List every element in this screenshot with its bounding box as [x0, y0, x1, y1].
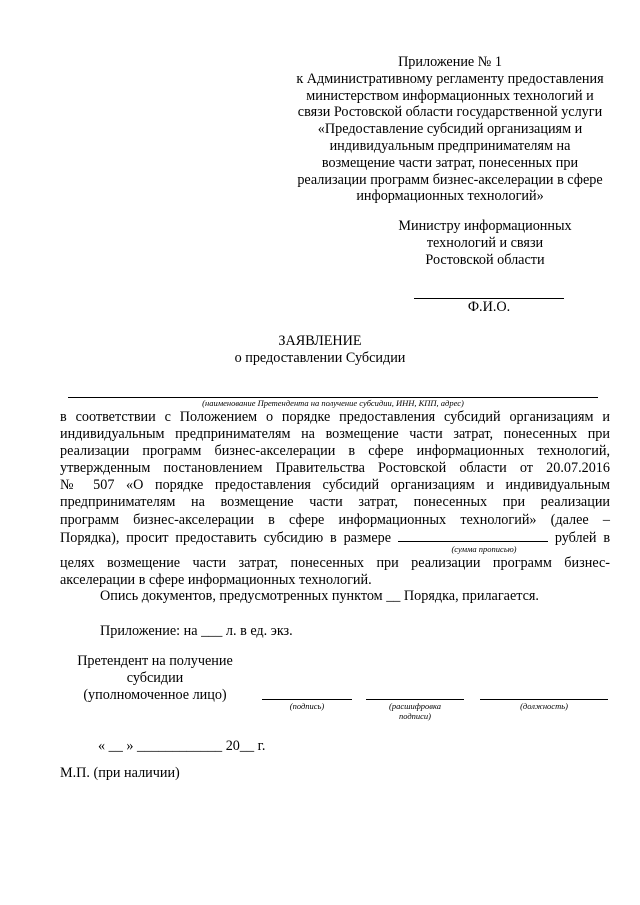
- position-caption: (должность): [520, 701, 568, 711]
- body-line: № 507 «О порядке предоставления субсидий организациям и индивидуальным: [60, 477, 610, 494]
- inventory-blank: __: [386, 588, 401, 604]
- appendix-line: Приложение № 1: [398, 54, 502, 70]
- date-open-quote: «: [98, 738, 106, 754]
- transcript-caption-line: (расшифровка: [388, 701, 441, 711]
- sum-blank: [398, 529, 548, 542]
- addressee-line: Ростовской области: [425, 252, 545, 268]
- body-line: индивидуальным предпринимателям на возмещение части затрат, понесенных при: [60, 426, 610, 443]
- sum-caption: (сумма прописью): [451, 544, 517, 554]
- document-title: [180, 333, 460, 367]
- stamp-label: М.П. (при наличии): [60, 765, 180, 781]
- appendix-line: информационных технологий»: [356, 188, 544, 205]
- body-line: целях возмещение части затрат, понесенных при реализации программ бизнес-: [60, 555, 610, 571]
- transcript-underline: [366, 699, 464, 700]
- transcript-caption: [366, 701, 464, 721]
- addressee-line: технологий и связи: [426, 235, 544, 251]
- inventory-suffix: Порядка, прилагается.: [403, 588, 539, 604]
- appendix-line: индивидуальным предпринимателям на: [329, 137, 571, 154]
- sum-line-prefix: Порядка), просит предоставить субсидию в размере: [60, 529, 392, 546]
- attachment-blank: ___: [201, 623, 223, 639]
- appendix-line: связи Ростовской области государственной услуги: [297, 104, 603, 121]
- date-close-quote: »: [126, 738, 134, 754]
- date-line: [98, 738, 265, 755]
- title-subheading: о предоставлении Субсидии: [234, 350, 406, 366]
- date-day-blank: __: [108, 738, 123, 754]
- body-line: акселерации в сфере информационных технологий.: [60, 572, 372, 589]
- transcript-field: [366, 699, 464, 721]
- inventory-line: [100, 588, 539, 605]
- body-continuation: [60, 555, 610, 589]
- appendix-line: министерством информационных технологий и: [306, 87, 594, 104]
- body-line: реализации программ бизнес-акселерации в сфере информационных технологий,: [60, 443, 610, 460]
- body-line: программ бизнес-акселерации в сфере информационных технологий» (далее –: [60, 511, 610, 528]
- title-heading: ЗАЯВЛЕНИЕ: [278, 333, 362, 349]
- appendix-header: [275, 54, 625, 205]
- date-year-suffix: г.: [257, 738, 266, 754]
- signer-line: (уполномоченное лицо): [83, 687, 227, 703]
- attachment-prefix: Приложение: на: [100, 623, 198, 639]
- attachment-suffix: л. в ед. экз.: [225, 623, 293, 639]
- body-line: предпринимателям на возмещение части затрат, понесенных при реализации: [60, 494, 610, 511]
- signer-line: Претендент на получение: [77, 653, 233, 669]
- attachment-line: [100, 623, 293, 640]
- inventory-prefix: Опись документов, предусмотренных пунктом: [100, 588, 383, 604]
- position-field: [480, 699, 608, 711]
- sum-line-suffix: рублей в: [554, 529, 611, 546]
- signature-underline: [262, 699, 352, 700]
- signature-caption: (подпись): [289, 701, 325, 711]
- date-year-blank: __: [239, 738, 255, 754]
- appendix-line: реализации программ бизнес-акселерации в сфере: [297, 171, 603, 188]
- signer-label: [60, 653, 250, 704]
- body-line: в соответствии с Положением о порядке предоставления субсидий организациям и: [60, 409, 610, 425]
- body-paragraph: [60, 409, 610, 547]
- addressee-line: Министру информационных: [398, 218, 572, 234]
- position-underline: [480, 699, 608, 700]
- appendix-line: к Административному регламенту предоставления: [296, 70, 604, 87]
- signer-line: субсидии: [126, 670, 184, 686]
- signature-field: [262, 699, 352, 711]
- date-year-prefix: 20: [225, 738, 240, 754]
- appendix-line: «Предоставление субсидий организациям и: [317, 121, 583, 138]
- fio-label: Ф.И.О.: [467, 299, 511, 315]
- applicant-caption: (наименование Претендента на получение субсидии, ИНН, КПП, адрес): [202, 398, 464, 408]
- body-line: утвержденным постановлением Правительства Ростовской области от 20.07.2016: [60, 460, 610, 477]
- addressee-block: [370, 218, 600, 269]
- date-month-blank: ____________: [137, 738, 223, 754]
- appendix-line: возмещение части затрат, понесенных при: [321, 154, 579, 171]
- transcript-caption-line: подписи): [398, 711, 432, 721]
